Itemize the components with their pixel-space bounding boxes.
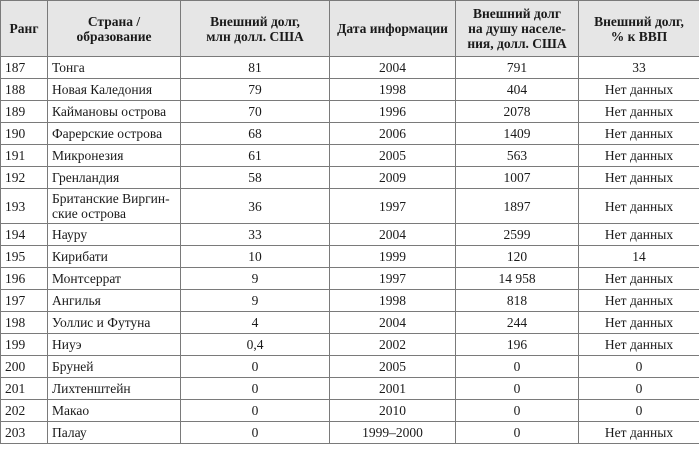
debt-per-capita-cell: 563 <box>456 145 579 167</box>
table-row <box>1 189 699 224</box>
header-date: Дата информации <box>330 1 456 57</box>
external-debt-cell: 61 <box>181 145 330 167</box>
rank-cell: 188 <box>1 79 48 101</box>
table-row <box>1 268 699 290</box>
debt-percent-gdp-cell: Нет данных <box>579 189 699 224</box>
date-cell: 2004 <box>330 224 456 246</box>
debt-percent-gdp-cell: Нет данных <box>579 312 699 334</box>
date-cell: 2009 <box>330 167 456 189</box>
external-debt-cell: 10 <box>181 246 330 268</box>
country-cell: Кирибати <box>48 246 181 268</box>
debt-percent-gdp-cell: Нет данных <box>579 334 699 356</box>
date-cell: 1998 <box>330 290 456 312</box>
table-row <box>1 57 699 79</box>
rank-cell: 202 <box>1 400 48 422</box>
date-cell: 1999–2000 <box>330 422 456 444</box>
external-debt-cell: 9 <box>181 290 330 312</box>
table-row <box>1 378 699 400</box>
country-cell: Науру <box>48 224 181 246</box>
header-country: Страна / образование <box>48 1 181 57</box>
debt-per-capita-cell: 2599 <box>456 224 579 246</box>
country-cell: Микронезия <box>48 145 181 167</box>
debt-per-capita-cell: 0 <box>456 356 579 378</box>
date-cell: 1997 <box>330 189 456 224</box>
debt-percent-gdp-cell: 33 <box>579 57 699 79</box>
external-debt-cell: 33 <box>181 224 330 246</box>
table-body <box>1 57 699 444</box>
header-external-debt: Внешний долг, млн долл. США <box>181 1 330 57</box>
rank-cell: 199 <box>1 334 48 356</box>
date-cell: 2005 <box>330 356 456 378</box>
debt-per-capita-cell: 196 <box>456 334 579 356</box>
country-cell: Палау <box>48 422 181 444</box>
debt-percent-gdp-cell: 0 <box>579 356 699 378</box>
debt-percent-gdp-cell: Нет данных <box>579 123 699 145</box>
table-row <box>1 246 699 268</box>
rank-cell: 196 <box>1 268 48 290</box>
debt-percent-gdp-cell: 0 <box>579 378 699 400</box>
date-cell: 1996 <box>330 101 456 123</box>
external-debt-cell: 0 <box>181 400 330 422</box>
table-row <box>1 145 699 167</box>
rank-cell: 203 <box>1 422 48 444</box>
external-debt-cell: 36 <box>181 189 330 224</box>
date-cell: 2001 <box>330 378 456 400</box>
table-row <box>1 123 699 145</box>
rank-cell: 187 <box>1 57 48 79</box>
debt-per-capita-cell: 791 <box>456 57 579 79</box>
table-row <box>1 356 699 378</box>
debt-per-capita-cell: 244 <box>456 312 579 334</box>
table-row <box>1 422 699 444</box>
external-debt-cell: 58 <box>181 167 330 189</box>
date-cell: 1997 <box>330 268 456 290</box>
country-cell: Гренландия <box>48 167 181 189</box>
debt-per-capita-cell: 14 958 <box>456 268 579 290</box>
external-debt-cell: 0,4 <box>181 334 330 356</box>
header-debt-per-capita: Внешний долг на душу населе- ния, долл. США <box>456 1 579 57</box>
header-row <box>1 1 699 57</box>
date-cell: 2005 <box>330 145 456 167</box>
rank-cell: 195 <box>1 246 48 268</box>
external-debt-cell: 0 <box>181 356 330 378</box>
country-cell: Макао <box>48 400 181 422</box>
debt-per-capita-cell: 2078 <box>456 101 579 123</box>
rank-cell: 198 <box>1 312 48 334</box>
debt-per-capita-cell: 0 <box>456 378 579 400</box>
debt-per-capita-cell: 0 <box>456 422 579 444</box>
debt-per-capita-cell: 120 <box>456 246 579 268</box>
table-row <box>1 79 699 101</box>
table-row <box>1 167 699 189</box>
country-cell: Каймановы острова <box>48 101 181 123</box>
debt-percent-gdp-cell: Нет данных <box>579 145 699 167</box>
external-debt-cell: 68 <box>181 123 330 145</box>
debt-percent-gdp-cell: Нет данных <box>579 101 699 123</box>
debt-percent-gdp-cell: Нет данных <box>579 224 699 246</box>
external-debt-cell: 0 <box>181 422 330 444</box>
external-debt-cell: 4 <box>181 312 330 334</box>
rank-cell: 190 <box>1 123 48 145</box>
debt-percent-gdp-cell: 14 <box>579 246 699 268</box>
date-cell: 2006 <box>330 123 456 145</box>
debt-per-capita-cell: 1897 <box>456 189 579 224</box>
table-row <box>1 101 699 123</box>
external-debt-cell: 81 <box>181 57 330 79</box>
table-row <box>1 312 699 334</box>
external-debt-cell: 9 <box>181 268 330 290</box>
date-cell: 1999 <box>330 246 456 268</box>
country-cell: Тонга <box>48 57 181 79</box>
rank-cell: 200 <box>1 356 48 378</box>
country-cell: Британские Виргин- ские острова <box>48 189 181 224</box>
debt-percent-gdp-cell: Нет данных <box>579 290 699 312</box>
header-debt-percent-gdp: Внешний долг, % к ВВП <box>579 1 699 57</box>
external-debt-cell: 79 <box>181 79 330 101</box>
header-rank: Ранг <box>1 1 48 57</box>
country-cell: Бруней <box>48 356 181 378</box>
country-cell: Новая Каледония <box>48 79 181 101</box>
country-cell: Фарерские острова <box>48 123 181 145</box>
date-cell: 2004 <box>330 312 456 334</box>
country-cell: Уоллис и Футуна <box>48 312 181 334</box>
rank-cell: 201 <box>1 378 48 400</box>
rank-cell: 192 <box>1 167 48 189</box>
date-cell: 2002 <box>330 334 456 356</box>
country-cell: Ангилья <box>48 290 181 312</box>
debt-percent-gdp-cell: Нет данных <box>579 167 699 189</box>
table-row <box>1 290 699 312</box>
debt-per-capita-cell: 818 <box>456 290 579 312</box>
rank-cell: 189 <box>1 101 48 123</box>
debt-per-capita-cell: 404 <box>456 79 579 101</box>
rank-cell: 191 <box>1 145 48 167</box>
date-cell: 1998 <box>330 79 456 101</box>
debt-percent-gdp-cell: 0 <box>579 400 699 422</box>
country-cell: Ниуэ <box>48 334 181 356</box>
rank-cell: 193 <box>1 189 48 224</box>
date-cell: 2010 <box>330 400 456 422</box>
debt-per-capita-cell: 1409 <box>456 123 579 145</box>
table-row <box>1 400 699 422</box>
debt-percent-gdp-cell: Нет данных <box>579 422 699 444</box>
table-row <box>1 224 699 246</box>
external-debt-cell: 70 <box>181 101 330 123</box>
debt-per-capita-cell: 0 <box>456 400 579 422</box>
table-row <box>1 334 699 356</box>
debt-percent-gdp-cell: Нет данных <box>579 79 699 101</box>
country-cell: Монтсеррат <box>48 268 181 290</box>
country-cell: Лихтенштейн <box>48 378 181 400</box>
debt-per-capita-cell: 1007 <box>456 167 579 189</box>
rank-cell: 194 <box>1 224 48 246</box>
external-debt-cell: 0 <box>181 378 330 400</box>
date-cell: 2004 <box>330 57 456 79</box>
debt-percent-gdp-cell: Нет данных <box>579 268 699 290</box>
rank-cell: 197 <box>1 290 48 312</box>
